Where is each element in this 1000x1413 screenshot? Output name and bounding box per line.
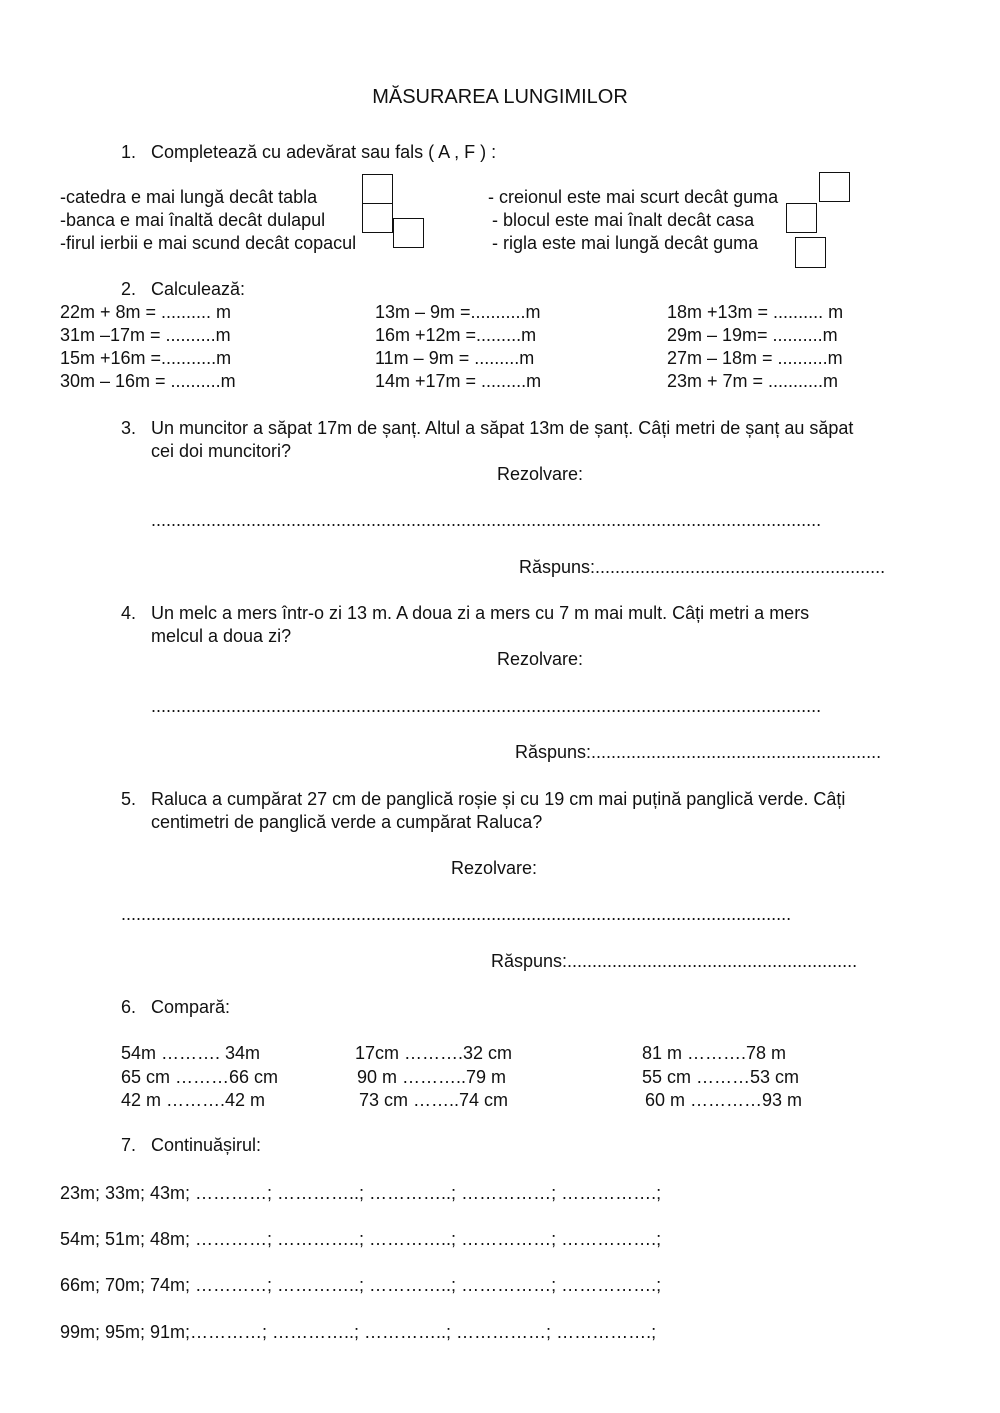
ex6-compare: 65 cm ………66 cm	[121, 1067, 279, 1087]
ex3-problem-line-1: Un muncitor a săpat 17m de șanț. Altul a săpat 13m de șanț. Câți metri de șanț au săpat	[151, 418, 854, 438]
ex6-compare: 55 cm ………53 cm	[642, 1067, 800, 1087]
ex5-solution-line[interactable]: ......................................................................................................................................	[121, 904, 792, 924]
ex5-problem-line-1: Raluca a cumpărat 27 cm de panglică roșie și cu 19 cm mai puțină panglică verde. Câți	[151, 789, 846, 809]
ex2-calc: 23m + 7m = ...........m	[667, 371, 839, 391]
ex3-answer-line[interactable]: Răspuns:..........................................................	[519, 557, 886, 577]
ex2-calc: 31m –17m = ..........m	[60, 325, 231, 345]
ex4-number: 4.	[121, 603, 137, 623]
answer-box-4[interactable]	[819, 172, 850, 202]
ex2-calc: 29m – 19m= ..........m	[667, 325, 838, 345]
ex2-calc: 14m +17m = .........m	[375, 371, 542, 391]
ex4-problem-line-2: melcul a doua zi?	[151, 626, 292, 646]
ex2-calc: 18m +13m = .......... m	[667, 302, 844, 322]
ex3-number: 3.	[121, 418, 137, 438]
ex3-solution-line[interactable]: ......................................................................................................................................	[151, 510, 822, 530]
ex5-problem-line-2: centimetri de panglică verde a cumpărat Raluca?	[151, 812, 543, 832]
ex2-calc: 30m – 16m = ..........m	[60, 371, 236, 391]
answer-box-3[interactable]	[393, 218, 424, 248]
ex2-calc: 16m +12m =.........m	[375, 325, 537, 345]
ex6-number: 6.	[121, 997, 137, 1017]
ex1-number: 1.	[121, 142, 137, 162]
ex4-problem-line-1: Un melc a mers într-o zi 13 m. A doua zi a mers cu 7 m mai mult. Câți metri a mers	[151, 603, 810, 623]
ex3-problem-line-2: cei doi muncitori?	[151, 441, 292, 461]
ex1-left-item-2: -banca e mai înaltă decât dulapul	[60, 210, 326, 230]
page-title: MĂSURAREA LUNGIMILOR	[372, 86, 628, 108]
ex6-compare: 42 m ……….42 m	[121, 1090, 266, 1110]
ex4-answer-line[interactable]: Răspuns:..........................................................	[515, 742, 882, 762]
ex6-compare: 17cm ……….32 cm	[355, 1043, 513, 1063]
answer-box-5[interactable]	[786, 203, 817, 233]
ex6-compare: 81 m ……….78 m	[642, 1043, 787, 1063]
ex2-heading: Calculează:	[151, 279, 246, 299]
ex2-calc: 15m +16m =...........m	[60, 348, 232, 368]
ex7-sequence-row: 66m; 70m; 74m; …………; …………..; …………..; ……………; …………….;	[60, 1275, 662, 1295]
ex6-compare: 73 cm ……..74 cm	[359, 1090, 509, 1110]
ex5-rezolvare-label: Rezolvare:	[451, 858, 538, 878]
ex2-calc: 27m – 18m = ..........m	[667, 348, 843, 368]
ex3-rezolvare-label: Rezolvare:	[497, 464, 584, 484]
ex2-calc: 11m – 9m = .........m	[375, 348, 535, 368]
ex6-compare: 60 m …………93 m	[645, 1090, 803, 1110]
ex2-number: 2.	[121, 279, 137, 299]
ex5-number: 5.	[121, 789, 137, 809]
ex6-compare: 54m ………. 34m	[121, 1043, 261, 1063]
ex2-calc: 13m – 9m =...........m	[375, 302, 541, 322]
ex7-sequence-row: 54m; 51m; 48m; …………; …………..; …………..; ……………; …………….;	[60, 1229, 662, 1249]
ex7-sequence-row: 23m; 33m; 43m; …………; …………..; …………..; ……………; …………….;	[60, 1183, 662, 1203]
ex1-right-item-1: - creionul este mai scurt decât guma	[488, 187, 779, 207]
answer-box-6[interactable]	[795, 237, 826, 268]
ex1-heading: Completează cu adevărat sau fals ( A , F ) :	[151, 142, 497, 162]
answer-box-1[interactable]	[362, 174, 393, 205]
ex1-right-item-2: - blocul este mai înalt decât casa	[492, 210, 755, 230]
ex2-calc: 22m + 8m = .......... m	[60, 302, 232, 322]
ex5-answer-line[interactable]: Răspuns:..........................................................	[491, 951, 858, 971]
answer-box-2[interactable]	[362, 203, 393, 233]
ex7-number: 7.	[121, 1135, 137, 1155]
ex1-right-item-3: - rigla este mai lungă decât guma	[492, 233, 759, 253]
ex1-left-item-1: -catedra e mai lungă decât tabla	[60, 187, 318, 207]
ex7-heading: Continuășirul:	[151, 1135, 262, 1155]
ex4-rezolvare-label: Rezolvare:	[497, 649, 584, 669]
ex6-compare: 90 m ………..79 m	[357, 1067, 507, 1087]
ex1-left-item-3: -firul ierbii e mai scund decât copacul	[60, 233, 357, 253]
ex7-sequence-row: 99m; 95m; 91m;…………; …………..; …………..; ……………; …………….;	[60, 1322, 657, 1342]
ex4-solution-line[interactable]: ......................................................................................................................................	[151, 696, 822, 716]
ex6-heading: Compară:	[151, 997, 231, 1017]
